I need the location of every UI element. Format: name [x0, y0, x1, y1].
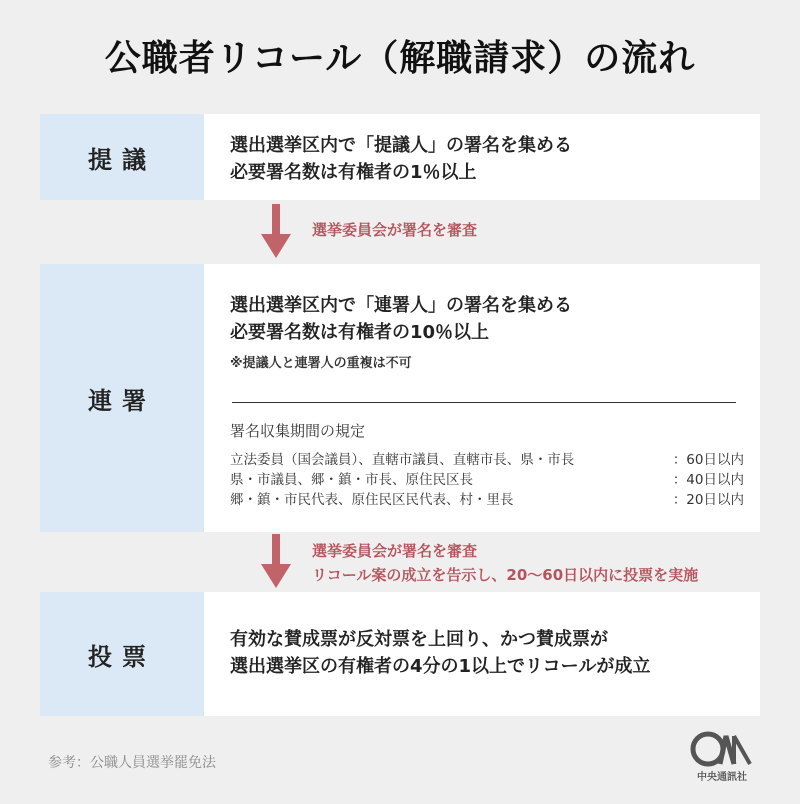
- period-scope: 県・市議員、郷・鎮・市長、原住民区長: [230, 472, 473, 488]
- step-content-vote: [204, 592, 760, 716]
- step-line: 必要署名数は有権者の1％以上: [230, 162, 477, 183]
- step-content-cosign: [204, 264, 760, 532]
- step-line: 選出選挙区内で「連署人」の署名を集める: [230, 295, 572, 316]
- period-scope: 郷・鎮・市民代表、原住民区民代表、村・里長: [230, 492, 514, 508]
- arrow-annotation: リコール案の成立を告示し、20〜60日以内に投票を実施: [312, 566, 699, 584]
- step-line: 有効な賛成票が反対票を上回り、かつ賛成票が: [230, 629, 608, 650]
- step-label-proposal: 提議: [40, 114, 204, 200]
- arrow-annotation: 選挙委員会が署名を審査: [312, 221, 478, 239]
- logo-text: 中央通訊社: [697, 772, 747, 783]
- step-line: 選出選挙区内で「提議人」の署名を集める: [230, 135, 572, 156]
- period-limit: ：20日以内: [672, 492, 744, 508]
- period-scope: 立法委員（国会議員）、直轄市議員、直轄市長、県・市長: [230, 452, 575, 468]
- step-label-cosign: 連署: [40, 264, 204, 532]
- period-limit: ：40日以内: [672, 472, 744, 488]
- cna-logo: [690, 730, 754, 782]
- down-arrow-icon: [258, 204, 294, 260]
- step-content-proposal: [204, 114, 760, 200]
- step-note: ※提議人と連署人の重複は不可: [230, 356, 412, 371]
- step-label-vote: 投票: [40, 592, 204, 716]
- divider: [232, 402, 736, 403]
- step-line: 必要署名数は有権者の10％以上: [230, 322, 490, 343]
- period-limit: ：60日以内: [672, 452, 744, 468]
- source-note: 参考：公職人員選挙罷免法: [48, 755, 216, 771]
- period-title: 署名収集期間の規定: [230, 422, 366, 440]
- cna-logo-icon: [690, 730, 754, 768]
- step-line: 選出選挙区の有権者の4分の1以上でリコールが成立: [230, 656, 651, 677]
- down-arrow-icon: [258, 534, 294, 590]
- page-title: 公職者リコール（解職請求）の流れ: [104, 38, 696, 79]
- arrow-annotation: 選挙委員会が署名を審査: [312, 542, 478, 560]
